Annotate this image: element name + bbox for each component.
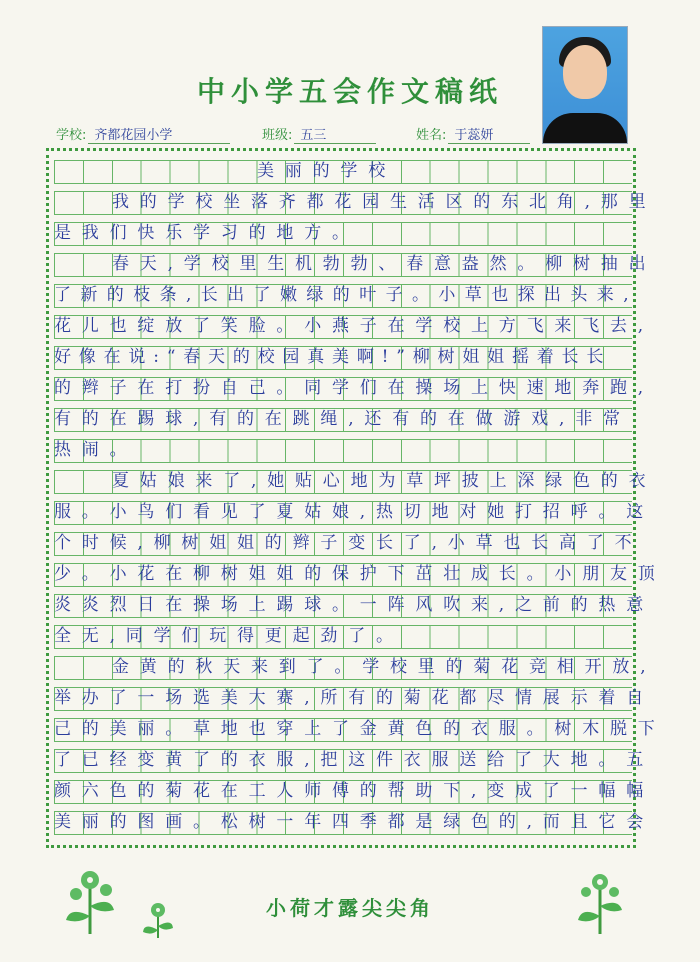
essay-line: 服。小鸟们看见了夏姑娘,热切地对她打招呼。这: [54, 502, 655, 522]
essay-line: 美丽的图画。松树一年四季都是绿色的,而且它会: [54, 812, 655, 832]
essay-line: 举办了一场选美大赛,所有的菊花都尽情展示着自: [54, 688, 655, 708]
essay-line: 好像在说:“春天的校园真美啊!”柳树姐姐摇着长长: [54, 347, 612, 367]
flower-right-icon: [574, 870, 626, 936]
grid-row: [54, 501, 655, 525]
grid-row: [54, 656, 657, 680]
essay-line: 我的学校坐落齐都花园生活区的东北角,那里: [112, 192, 657, 212]
page-title: 中小学五会作文稿纸: [196, 75, 503, 108]
name-label: 姓名:: [416, 128, 447, 143]
essay-line: 了新的枝条,长出了嫩绿的叶子。小草也探出头来,: [54, 285, 639, 305]
essay-line: 金黄的秋天来到了。学校里的菊花竞相开放,: [112, 657, 657, 677]
name-value: 于蕊妍: [448, 124, 530, 144]
essay-line: 己的美丽。草地也穿上了金黄色的衣服。树木脱下: [54, 719, 666, 739]
grid-row: [54, 346, 632, 370]
essay-line: 花儿也绽放了笑脸。小燕子在学校上方飞来飞去,: [54, 316, 655, 336]
photo-face: [563, 45, 607, 99]
essay-line: 春天,学校里生机勃勃、春意盎然。柳树抽出: [112, 254, 657, 274]
grid-row: [54, 439, 632, 463]
grid-row: [54, 625, 632, 649]
school-field: [56, 124, 230, 146]
grid-row: [54, 191, 657, 215]
class-label: 班级:: [262, 128, 293, 143]
class-field: [262, 124, 376, 146]
grid-row: [54, 687, 655, 711]
essay-line: 个时候,柳树姐姐的辫子变长了,小草也长高了不: [54, 533, 643, 553]
grid-row: [54, 222, 632, 246]
grid-row: [54, 253, 657, 277]
grid-row: [54, 718, 666, 742]
essay-line: 了已经变黄了的衣服,把这件衣服送给了大地。五: [54, 750, 655, 770]
essay-line: 夏姑娘来了,她贴心地为草坪披上深绿色的衣: [112, 471, 657, 491]
grid-row: [54, 594, 655, 618]
essay-line: 炎炎烈日在操场上踢球。一阵风吹来,之前的热意: [54, 595, 655, 615]
grid-row: [54, 284, 639, 308]
name-field: [416, 124, 530, 146]
essay-line: 有的在踢球,有的在跳绳,还有的在做游戏,非常: [54, 409, 631, 429]
essay-line: 颜六色的菊花在工人师傅的帮助下,变成了一幅幅: [54, 781, 655, 801]
grid-row: [54, 408, 632, 432]
grid-row-title: [54, 160, 632, 184]
grid-row: [54, 811, 655, 835]
grid-row: [54, 377, 655, 401]
grid-row: [54, 749, 655, 773]
essay-title: 美丽的学校: [257, 161, 396, 181]
essay-line: 是我们快乐学习的地方。: [54, 223, 360, 243]
grid-row: [54, 532, 643, 556]
footer-slogan: 小荷才露尖尖角: [266, 896, 434, 920]
class-value: 五三: [294, 124, 376, 144]
student-photo: [542, 26, 628, 144]
grid-row: [54, 563, 666, 587]
essay-line: 的辫子在打扮自己。同学们在操场上快速地奔跑,: [54, 378, 655, 398]
essay-line: 全无,同学们玩得更起劲了。: [54, 626, 404, 646]
school-value: 齐都花园小学: [88, 124, 230, 144]
photo-shoulders: [543, 113, 627, 144]
school-label: 学校:: [56, 128, 87, 143]
grid-row: [54, 470, 657, 494]
essay-line: 少。小花在柳树姐姐的保护下茁壮成长。小朋友顶: [54, 564, 666, 584]
grid-row: [54, 780, 655, 804]
grid-row: [54, 315, 655, 339]
writing-grid: [54, 160, 666, 850]
essay-line: 热闹。: [54, 440, 138, 460]
